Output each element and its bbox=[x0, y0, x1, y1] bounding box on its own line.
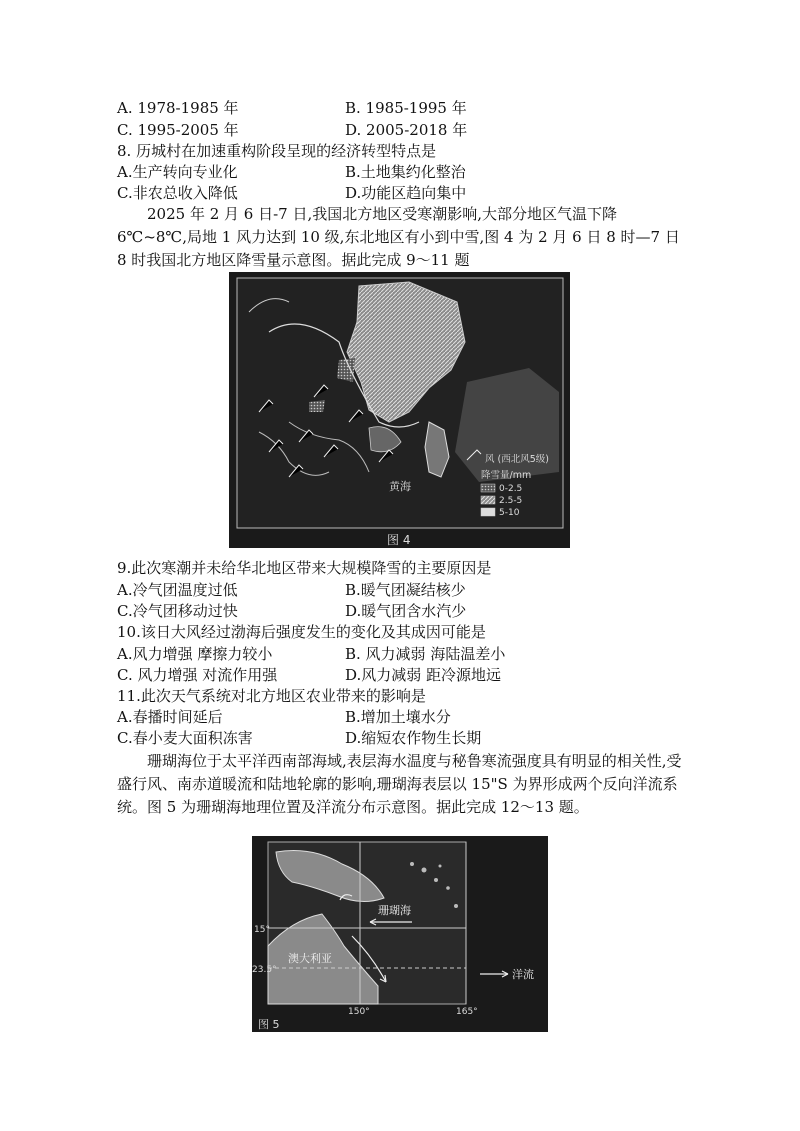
q10-stem: 10.该日大风经过渤海后强度发生的变化及其成因可能是 bbox=[117, 623, 486, 641]
q8-option-a: A.生产转向专业化 bbox=[117, 163, 238, 181]
figure-4-caption: 图 4 bbox=[387, 533, 411, 547]
legend-swatch-1 bbox=[481, 484, 495, 492]
longitude-165-label: 165° bbox=[456, 1007, 478, 1017]
q11-stem: 11.此次天气系统对北方地区农业带来的影响是 bbox=[117, 687, 426, 705]
legend-item-3: 5-10 bbox=[499, 508, 520, 518]
legend-item-1: 0-2.5 bbox=[499, 484, 523, 494]
q8-option-c: C.非农总收入降低 bbox=[117, 184, 238, 202]
q9-option-d: D.暖气团含水汽少 bbox=[345, 602, 467, 620]
latitude-15-label: 15° bbox=[254, 925, 270, 935]
q9-option-c: C.冷气团移动过快 bbox=[117, 602, 238, 620]
latitude-23-5-label: 23.5° bbox=[252, 965, 277, 975]
coral-sea-label: 珊瑚海 bbox=[378, 904, 411, 917]
passage-coral-sea: 珊瑚海位于太平洋西南部海域,表层海水温度与秘鲁寒流强度具有明显的相关性,受盛行风、南赤道暖流和陆地轮廓的影响,珊瑚海表层以 15"S 为界形成两个反向洋流系统。图 5 为珊瑚海地理位置及洋流分布示意图。据此完成 12～13 题。 bbox=[117, 752, 682, 816]
figure-5-caption: 图 5 bbox=[258, 1018, 280, 1031]
figure-5-map-drawing bbox=[252, 836, 548, 1032]
q10-option-b: B. 风力减弱 海陆温差小 bbox=[345, 645, 506, 663]
q10-option-c: C. 风力增强 对流作用强 bbox=[117, 666, 278, 684]
q7-option-a: A. 1978-1985 年 bbox=[117, 99, 239, 117]
figure-5-coral-sea-map bbox=[252, 836, 548, 1032]
snow-patch bbox=[337, 358, 355, 382]
legend-swatch-2 bbox=[481, 496, 495, 504]
legend-current-label: 洋流 bbox=[512, 968, 534, 981]
q8-stem: 8. 历城村在加速重构阶段呈现的经济转型特点是 bbox=[117, 142, 437, 160]
q9-option-b: B.暖气团凝结核少 bbox=[345, 581, 466, 599]
q8-option-d: D.功能区趋向集中 bbox=[345, 184, 467, 202]
q9-stem: 9.此次寒潮并未给华北地区带来大规模降雪的主要原因是 bbox=[117, 559, 492, 577]
sea-label: 黄海 bbox=[389, 480, 411, 493]
q9-option-a: A.冷气团温度过低 bbox=[117, 581, 238, 599]
q11-option-c: C.春小麦大面积冻害 bbox=[117, 729, 253, 747]
snow-patch bbox=[309, 400, 325, 412]
q7-option-b: B. 1985-1995 年 bbox=[345, 99, 467, 117]
passage-cold-wave: 2025 年 2 月 6 日-7 日,我国北方地区受寒潮影响,大部分地区气温下降 6℃~8℃,局地 1 风力达到 10 级,东北地区有小到中雪,图 4 为 2 月 6 日 8 时—7 日 8 时我国北方地区降雪量示意图。据此完成 9～11 题 bbox=[117, 205, 680, 269]
legend-wind: 风 (西北风5级) bbox=[485, 454, 549, 465]
figure-4-snowfall-map bbox=[229, 272, 570, 548]
q7-option-c: C. 1995-2005 年 bbox=[117, 121, 239, 139]
q11-option-a: A.春播时间延后 bbox=[117, 708, 223, 726]
q11-option-b: B.增加土壤水分 bbox=[345, 708, 451, 726]
legend-title: 降雪量/mm bbox=[481, 470, 532, 481]
australia-label: 澳大利亚 bbox=[288, 952, 332, 965]
q10-option-d: D.风力减弱 距冷源地远 bbox=[345, 666, 502, 684]
legend-swatch-3 bbox=[481, 508, 495, 516]
q8-option-b: B.土地集约化整治 bbox=[345, 163, 466, 181]
q7-option-d: D. 2005-2018 年 bbox=[345, 121, 468, 139]
q10-option-a: A.风力增强 摩擦力较小 bbox=[117, 645, 273, 663]
figure-4-map-drawing bbox=[229, 272, 570, 548]
longitude-150-label: 150° bbox=[348, 1007, 370, 1017]
q11-option-d: D.缩短农作物生长期 bbox=[345, 729, 482, 747]
legend-item-2: 2.5-5 bbox=[499, 496, 523, 506]
